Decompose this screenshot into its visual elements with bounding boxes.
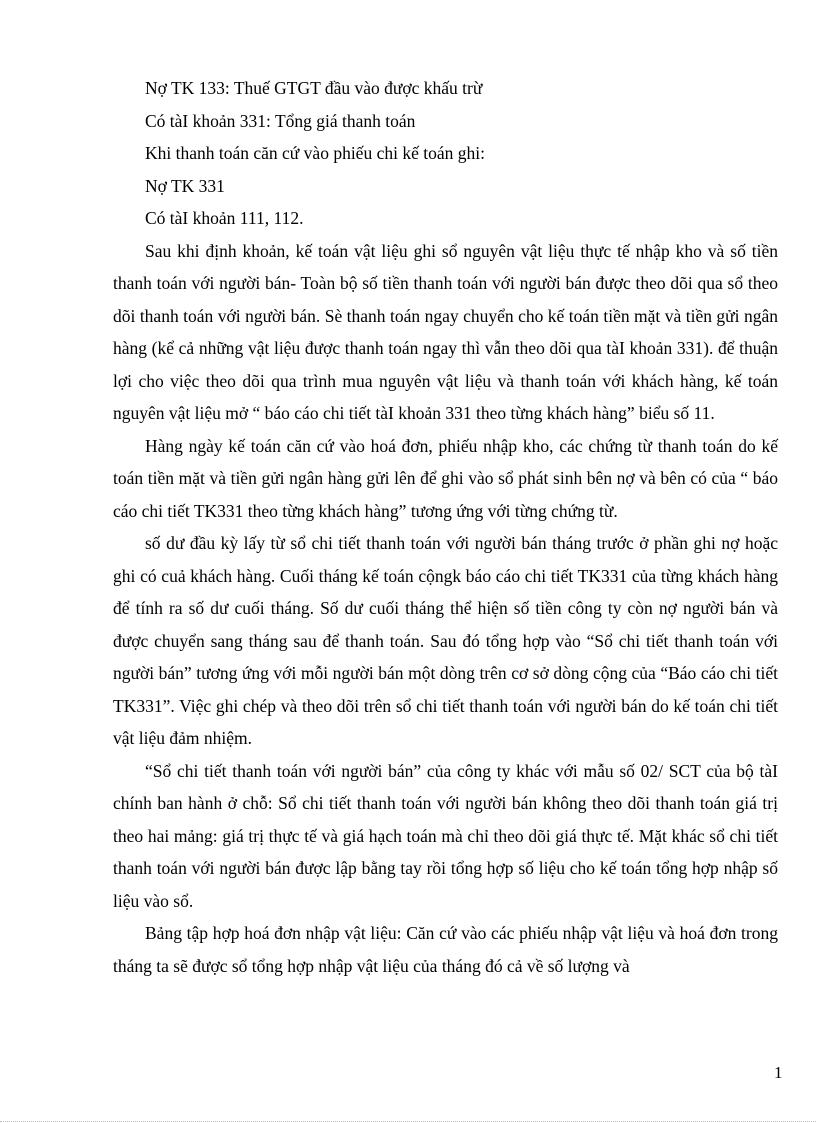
entry-line-debit-133: Nợ TK 133: Thuế GTGT đầu vào được khấu trừ (145, 78, 483, 98)
page-bottom-divider (0, 1121, 816, 1122)
paragraph-3: số dư đầu kỳ lấy từ sổ chi tiết thanh toán với người bán tháng trước ở phần ghi nợ hoặc ghi có cuả khách hàng. Cuối tháng kế toán cộngk báo cáo chi tiết TK331 của từng khách hàng để tính ra số dư cuối tháng. Số dư cuối tháng thể hiện số tiền công ty còn nợ người bán và được chuyển sang tháng sau để thanh toán. Sau đó tổng hợp vào “Sổ chi tiết thanh toán với người bán” tương ứng với mỗi người bán một dòng trên cơ sở dòng cộng của “Báo cáo chi tiết TK331”. Việc ghi chép và theo dõi trên sổ chi tiết thanh toán với người bán do kế toán chi tiết vật liệu đảm nhiệm. (113, 533, 778, 748)
paragraph-4: “Sổ chi tiết thanh toán với người bán” của công ty khác với mẫu số 02/ SCT của bộ tàI chính ban hành ở chỗ: Sổ chi tiết thanh toán với người bán không theo dõi thanh toán giá trị theo hai mảng: giá trị thực tế và giá hạch toán mà chỉ theo dõi giá thực tế. Mặt khác sổ chi tiết thanh toán với người bán được lập bằng tay rồi tổng hợp số liệu cho kế toán tổng hợp nhập số liệu vào sổ. (113, 760, 778, 911)
entry-line-credit-331: Có tàI khoản 331: Tổng giá thanh toán (145, 110, 416, 131)
page-number: 1 (774, 1063, 783, 1082)
entry-line-payment-intro: Khi thanh toán căn cứ vào phiếu chi kế toán ghi: (145, 143, 485, 163)
paragraph-1: Sau khi định khoản, kế toán vật liệu ghi sổ nguyên vật liệu thực tế nhập kho và số tiền thanh toán với người bán- Toàn bộ số tiền thanh toán với người bán được theo dõi qua sổ theo dõi thanh toán với người bán. Sè thanh toán ngay chuyển cho kế toán tiền mặt và tiền gửi ngân hàng (kể cả những vật liệu được thanh toán ngay thì vẫn theo dõi qua tàI khoản 331). để thuận lợi cho việc theo dõi qua trình mua nguyên vật liệu và thanh toán với khách hàng, kế toán nguyên vật liệu mở “ báo cáo chi tiết tàI khoản 331 theo từng khách hàng” biểu số 11. (113, 240, 778, 423)
paragraph-2: Hàng ngày kế toán căn cứ vào hoá đơn, phiếu nhập kho, các chứng từ thanh toán do kế toán tiền mặt và tiền gửi ngân hàng gửi lên để ghi vào sổ phát sinh bên nợ và bên có của “ báo cáo chi tiết TK331 theo từng khách hàng” tương ứng với từng chứng từ. (113, 435, 778, 521)
paragraph-5: Bảng tập hợp hoá đơn nhập vật liệu: Căn cứ vào các phiếu nhập vật liệu và hoá đơn trong tháng ta sẽ được sổ tổng hợp nhập vật liệu của tháng đó cả về số lượng và (113, 923, 778, 976)
document-body (113, 72, 778, 982)
entry-line-debit-331: Nợ TK 331 (145, 175, 225, 196)
entry-line-credit-111-112: Có tàI khoản 111, 112. (145, 208, 304, 228)
